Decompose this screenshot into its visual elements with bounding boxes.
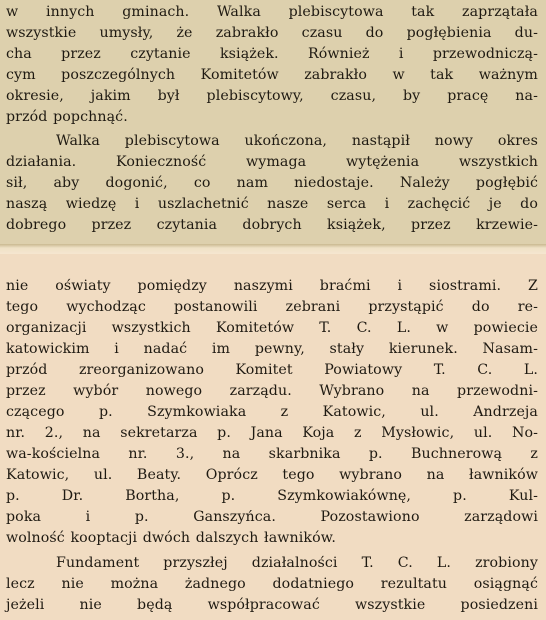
text-line: przód zreorganizowano Komitet Powiatowy T. C. L. — [6, 362, 538, 378]
text-line: w innych gminach. Walka plebiscytowa tak zaprzątała — [6, 4, 538, 20]
paragraph-plebiscite-end — [6, 2, 538, 128]
text-line: wszystkie umysły, że zabrakło czasu do pogłębienia du- — [6, 25, 538, 41]
text-line: działania. Konieczność wymaga wytężenia wszystkich — [6, 154, 538, 170]
text-line: tego wychodząc postanowili zebrani przystąpić do re- — [6, 299, 538, 315]
text-line: Walka plebiscytowa ukończona, nastąpił nowy okres — [56, 133, 538, 149]
text-line: p. Dr. Bortha, p. Szymkowiakównę, p. Kul- — [6, 488, 538, 504]
text-line: cym poszczególnych Komitetów zabrakło w tak ważnym — [6, 67, 538, 83]
text-line: przez wybór nowego zarządu. Wybrano na przewodni- — [6, 383, 538, 399]
lower-clipping — [0, 254, 546, 620]
text-line: katowickim i nadać im pewny, stały kierunek. Nasam- — [6, 341, 538, 357]
text-line: Fundament przyszłej działalności T. C. L. zrobiony — [56, 555, 538, 571]
text-line: naszą wiedzę i uszlachetnić nasze serca i zachęcić je do — [6, 196, 538, 212]
text-line: przód popchnąć. — [6, 109, 128, 125]
paragraph-new-period — [6, 131, 538, 236]
text-line: czącego p. Szymkowiaka z Katowic, ul. Andrzeja — [6, 404, 538, 420]
text-line: lecz nie można żadnego dodatniego rezultatu osiągnąć — [6, 576, 538, 592]
text-line: wa-kościelna nr. 3., na skarbnika p. Buchnerową z — [6, 446, 538, 462]
paragraph-foundation — [6, 553, 538, 616]
upper-clipping — [0, 0, 546, 244]
text-line: dobrego przez czytania dobrych książek, przez krzewie- — [6, 217, 538, 233]
paragraph-reorganization — [6, 276, 538, 549]
text-line: organizacji wszystkich Komitetów T. C. L. w powiecie — [6, 320, 538, 336]
text-line: jeżeli nie będą współpracować wszystkie posiedzeni — [6, 597, 538, 613]
text-line: nie oświaty pomiędzy naszymi braćmi i siostrami. Z — [6, 278, 538, 294]
text-line: nr. 2., na sekretarza p. Jana Koja z Mysłowic, ul. No- — [6, 425, 538, 441]
text-line: wolność kooptacji dwóch dalszych ławników. — [6, 530, 336, 546]
text-line: poka i p. Ganszyńca. Pozostawiono zarządowi — [6, 509, 538, 525]
text-line: Katowic, ul. Beaty. Oprócz tego wybrano na ławników — [6, 467, 538, 483]
clipping-divider — [0, 244, 546, 254]
text-line: cha przez czytanie książek. Również i przewodniczą- — [6, 46, 538, 62]
text-line: sił, aby dogonić, co nam niedostaje. Należy pogłębić — [6, 175, 538, 191]
text-line: okresie, jakim był plebiscytowy, czasu, by pracę na- — [6, 88, 538, 104]
